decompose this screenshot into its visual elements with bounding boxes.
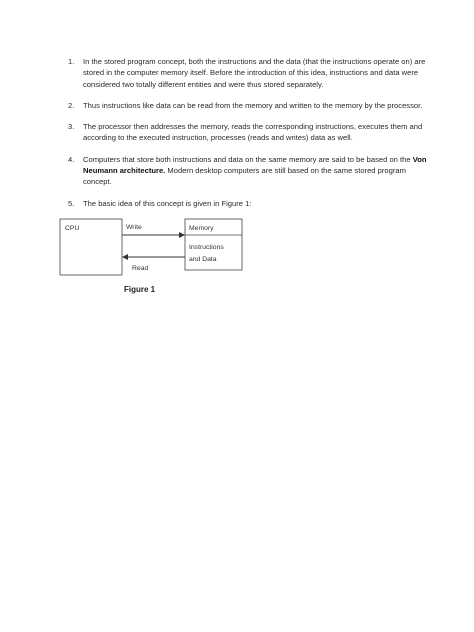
diagram-svg (58, 217, 258, 287)
memory-content-line2: and Data (189, 256, 217, 263)
figure-caption: Figure 1 (124, 285, 156, 294)
list-number: 4. (68, 154, 75, 164)
list-item (60, 100, 432, 111)
numbered-list (60, 56, 432, 219)
memory-content-line1: Instructions (189, 244, 224, 251)
figure-diagram (58, 217, 258, 317)
list-number: 5. (68, 198, 75, 208)
read-label: Read (132, 265, 149, 272)
list-item (60, 198, 432, 209)
list-item (60, 154, 432, 188)
list-text: The processor then addresses the memory, reads the corresponding instructions, executes them and according to the executed instruction, processes (reads and writes) data as well. (83, 122, 423, 143)
list-text-continued: Modern desktop computers are still based on the same stored program concept. (83, 166, 406, 187)
list-number: 1. (68, 57, 75, 66)
list-text: The basic idea of this concept is given in Figure 1: (83, 198, 252, 208)
list-number: 2. (68, 100, 75, 110)
memory-label: Memory (189, 225, 214, 232)
list-item (60, 121, 432, 144)
bold-term: Von Neumann architecture. (83, 154, 427, 176)
list-text: Computers that store both instructions and data on the same memory are said to be based on the (83, 154, 411, 164)
list-number: 3. (68, 122, 75, 132)
list-item (60, 56, 432, 90)
cpu-label: CPU (65, 225, 80, 232)
write-label: Write (126, 224, 142, 231)
list-text: In the stored program concept, both the instructions and the data (that the instructions operate on) are stored in the computer memory itself. Before the introduction of this idea, instructions and data were considered two totally different entities and were thus stored separately. (83, 57, 426, 89)
list-text: Thus instructions like data can be read from the memory and written to the memory by the processor. (83, 100, 423, 110)
